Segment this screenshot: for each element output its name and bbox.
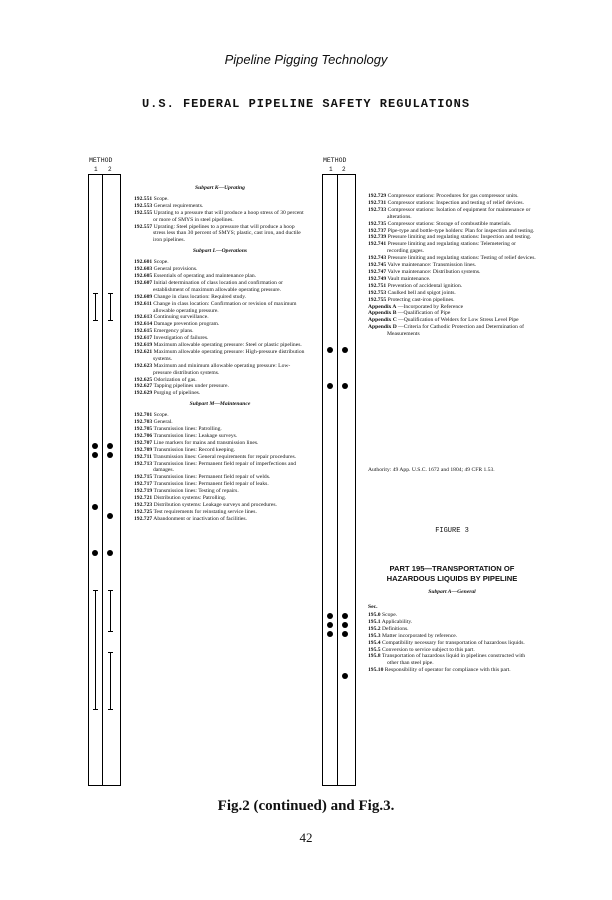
toc-entry bbox=[134, 203, 306, 210]
method-label-left: METHOD bbox=[89, 157, 113, 164]
section-title: Pressure limiting and regulating stations: Inspection and testing. bbox=[387, 234, 532, 241]
section-number: 192.553 bbox=[134, 202, 153, 209]
section-number: 192.627 bbox=[134, 383, 153, 390]
section-number: Appendix C bbox=[368, 317, 397, 324]
section-title: Transmission lines: Leakage surveys. bbox=[153, 432, 238, 439]
section-title: Transmission lines: Permanent field repair of welds. bbox=[153, 474, 271, 481]
figure-3-label: FIGURE 3 bbox=[435, 527, 469, 535]
section-number: 192.749 bbox=[368, 275, 387, 282]
toc-entry bbox=[134, 412, 306, 419]
toc-entry bbox=[134, 342, 306, 349]
section-title: Change in class location: Required study. bbox=[153, 293, 247, 300]
section-number: 192.733 bbox=[368, 206, 387, 213]
section-number: 192.611 bbox=[134, 300, 152, 307]
page-number: 42 bbox=[299, 830, 313, 845]
section-title: Vault maintenance. bbox=[387, 275, 431, 282]
section-number: 192.739 bbox=[368, 234, 387, 241]
section-title: Continuing surveillance. bbox=[153, 314, 209, 321]
figure-caption: Fig.2 (continued) and Fig.3. bbox=[217, 798, 395, 814]
part-195-entries bbox=[368, 612, 536, 674]
section-title: Damage prevention program. bbox=[153, 321, 220, 328]
toc-entry bbox=[134, 321, 306, 328]
section-title: Protecting cast-iron pipelines. bbox=[387, 296, 455, 303]
section-title: Conversion to service subject to this part. bbox=[382, 646, 475, 653]
section-title: Scope. bbox=[153, 195, 169, 202]
toc-entry bbox=[368, 626, 536, 633]
section-title: Scope. bbox=[153, 412, 169, 419]
section-number: 192.747 bbox=[368, 268, 387, 275]
section-number: 192.711 bbox=[134, 453, 152, 460]
section-number: 195.5 bbox=[368, 646, 381, 653]
method-dot bbox=[107, 513, 113, 519]
method-dot bbox=[342, 622, 348, 628]
section-number: 192.743 bbox=[368, 255, 387, 262]
toc-entry bbox=[368, 653, 536, 667]
section-number: 192.623 bbox=[134, 362, 153, 369]
method-col-2-right: 2 bbox=[342, 166, 346, 173]
method-dot bbox=[342, 347, 348, 353]
right-toc-column bbox=[368, 193, 536, 338]
toc-entry bbox=[368, 262, 536, 269]
section-title: Valve maintenance: Distribution systems. bbox=[387, 268, 481, 275]
method-dot bbox=[342, 631, 348, 637]
authority-note: Authority: 49 App. U.S.C. 1672 and 1804; 49 CFR 1.53. bbox=[368, 467, 495, 473]
section-title: —Incorporated by Reference bbox=[397, 303, 464, 310]
section-number: Appendix A bbox=[368, 303, 397, 310]
toc-entry bbox=[368, 269, 536, 276]
toc-entry bbox=[368, 290, 536, 297]
method-label-right: METHOD bbox=[323, 157, 347, 164]
section-title: Transmission lines: Permanent field repair of leaks. bbox=[153, 481, 269, 488]
section-number: Appendix B bbox=[368, 310, 397, 317]
section-number: 192.735 bbox=[368, 220, 387, 227]
section-title: Caulked bell and spigot joints. bbox=[387, 289, 456, 296]
section-title: Compressor stations: Inspection and testing of relief devices. bbox=[387, 199, 524, 206]
section-number: 192.741 bbox=[368, 241, 387, 248]
method-dot bbox=[327, 631, 333, 637]
section-number: 192.723 bbox=[134, 501, 153, 508]
toc-entry bbox=[134, 294, 306, 301]
section-title: Transmission lines: Record keeping. bbox=[153, 446, 236, 453]
section-title: Definitions. bbox=[382, 625, 409, 632]
section-number: 192.727 bbox=[134, 515, 153, 522]
toc-entry bbox=[368, 297, 536, 304]
toc-entry bbox=[134, 377, 306, 384]
section-number: 192.614 bbox=[134, 321, 153, 328]
toc-entry bbox=[134, 196, 306, 203]
section-title: Maximum and minimum allowable operating pressure: Low-pressure distribution systems. bbox=[153, 362, 291, 376]
section-title: Prevention of accidental ignition. bbox=[387, 282, 463, 289]
toc-entry bbox=[134, 426, 306, 433]
method-col-2-left: 2 bbox=[108, 166, 112, 173]
section-title: Pressure limiting and regulating stations: Telemetering or recording gages. bbox=[387, 241, 517, 255]
section-title: Odorization of gas. bbox=[153, 376, 197, 383]
toc-entry bbox=[368, 612, 536, 619]
toc-entry bbox=[134, 335, 306, 342]
running-head: Pipeline Pigging Technology bbox=[224, 52, 388, 67]
toc-entry bbox=[134, 433, 306, 440]
section-title: Investigation of failures. bbox=[153, 335, 209, 342]
section-number: 192.715 bbox=[134, 474, 153, 481]
section-title: Compatibility necessary for transportation of hazardous liquids. bbox=[382, 639, 525, 646]
section-number: 192.625 bbox=[134, 376, 153, 383]
section-title: General provisions. bbox=[153, 266, 198, 273]
toc-entry bbox=[368, 207, 536, 221]
toc-entry bbox=[134, 224, 306, 245]
method-dot bbox=[107, 443, 113, 449]
section-title: Transmission lines: General requirements for repair procedures. bbox=[153, 453, 297, 460]
section-number: 195.2 bbox=[368, 625, 381, 632]
section-number: 192.555 bbox=[134, 209, 153, 216]
method-dot bbox=[107, 550, 113, 556]
method-dot bbox=[342, 383, 348, 389]
section-title: Distribution systems: Leakage surveys and procedures. bbox=[153, 501, 277, 508]
toc-entry bbox=[368, 640, 536, 647]
section-number: 192.753 bbox=[368, 289, 387, 296]
toc-entry bbox=[368, 283, 536, 290]
toc-entry bbox=[134, 363, 306, 377]
section-number: 192.721 bbox=[134, 495, 153, 502]
toc-entry bbox=[368, 667, 536, 674]
toc-entry bbox=[134, 259, 306, 266]
section-number: 192.615 bbox=[134, 328, 153, 335]
section-number: 195.8 bbox=[368, 653, 381, 660]
toc-entry bbox=[134, 314, 306, 321]
subpart-heading: Subpart K—Uprating bbox=[195, 185, 245, 191]
section-number: 192.629 bbox=[134, 390, 153, 397]
toc-entry bbox=[134, 266, 306, 273]
section-title: Maximum allowable operating pressure: High-pressure distribution systems. bbox=[153, 348, 305, 362]
section-number: 195.0 bbox=[368, 612, 381, 618]
section-number: 192.731 bbox=[368, 199, 387, 206]
section-title: Uprating to a pressure that will produce a hoop stress of 30 percent or more of SMYS in steel pipelines. bbox=[153, 209, 304, 223]
toc-entry bbox=[368, 255, 536, 262]
section-number: 195.4 bbox=[368, 639, 381, 646]
section-title: Maximum allowable operating pressure: Steel or plastic pipelines. bbox=[153, 342, 302, 349]
section-number: 195.10 bbox=[368, 667, 384, 674]
method-dot bbox=[92, 550, 98, 556]
toc-entry bbox=[134, 516, 306, 523]
toc-entry bbox=[134, 495, 306, 502]
section-number: 192.701 bbox=[134, 412, 153, 419]
section-title: Applicability. bbox=[381, 618, 413, 625]
section-number: 192.719 bbox=[134, 488, 153, 495]
toc-entry bbox=[368, 234, 536, 241]
section-number: 192.706 bbox=[134, 432, 153, 439]
subpart-heading: Subpart M—Maintenance bbox=[189, 401, 251, 408]
toc-entry bbox=[134, 349, 306, 363]
subpart-heading: Subpart L—Operations bbox=[192, 248, 248, 255]
section-number: Appendix D bbox=[368, 324, 397, 331]
section-title: Transmission lines: Permanent field repair of imperfections and damages. bbox=[153, 460, 297, 474]
section-title: Scope. bbox=[382, 612, 398, 618]
section-number: 192.617 bbox=[134, 335, 153, 342]
toc-entry bbox=[368, 633, 536, 640]
method-dot bbox=[92, 452, 98, 458]
section-title: Uprating: Steel pipelines to a pressure that will produce a hoop stress less than 30 percent of SMYS; plastic, cast iron, and ductile iron pipelines. bbox=[153, 223, 301, 244]
section-title: Compressor stations: Procedures for gas compressor units. bbox=[387, 193, 519, 199]
toc-entry bbox=[134, 454, 306, 461]
toc-entry bbox=[368, 200, 536, 207]
section-number: 192.619 bbox=[134, 342, 153, 349]
section-number: 192.607 bbox=[134, 279, 153, 286]
section-number: 192.703 bbox=[134, 419, 153, 426]
section-title: Line markers for mains and transmission lines. bbox=[153, 439, 259, 446]
section-title: —Qualification of Pipe bbox=[397, 310, 451, 317]
section-number: 192.707 bbox=[134, 439, 153, 446]
toc-entry bbox=[134, 280, 306, 294]
section-number: 192.725 bbox=[134, 508, 153, 515]
section-title: Abandonment or inactivation of facilities. bbox=[153, 515, 247, 522]
toc-entry bbox=[134, 447, 306, 454]
section-title: Compressor stations: Storage of combustible materials. bbox=[387, 220, 512, 227]
section-title: Transmission lines: Patrolling. bbox=[153, 426, 222, 432]
section-title: Compressor stations: Isolation of equipment for maintenance or alterations. bbox=[387, 206, 531, 220]
section-title: Purging of pipelines. bbox=[153, 390, 201, 397]
toc-entry bbox=[368, 324, 536, 338]
section-number: 192.601 bbox=[134, 259, 153, 266]
section-number: 192.729 bbox=[368, 193, 387, 199]
part-195-title: PART 195—TRANSPORTATION OF HAZARDOUS LIQUIDS BY PIPELINE bbox=[386, 564, 518, 583]
section-title: Valve maintenance: Transmission lines. bbox=[387, 262, 477, 269]
toc-entry bbox=[134, 509, 306, 516]
part-195-subpart: Subpart A—General bbox=[428, 589, 476, 595]
section-number: 192.603 bbox=[134, 266, 153, 273]
section-number: 192.613 bbox=[134, 314, 153, 321]
toc-entry bbox=[368, 221, 536, 228]
method-dot bbox=[327, 383, 333, 389]
toc-entry bbox=[368, 241, 536, 255]
section-title: Matter incorporated by reference. bbox=[382, 632, 458, 639]
toc-entry bbox=[134, 440, 306, 447]
section-title: Initial determination of class location and confirmation or establishment of maximum allowable operating pressure. bbox=[153, 279, 283, 293]
section-title: Emergency plans. bbox=[153, 328, 194, 335]
method-col-1-right: 1 bbox=[329, 166, 333, 173]
section-title: General. bbox=[153, 419, 173, 426]
method-col-1-left: 1 bbox=[94, 166, 98, 173]
toc-entry bbox=[368, 193, 536, 200]
section-number: 192.755 bbox=[368, 296, 387, 303]
toc-entry bbox=[134, 210, 306, 224]
section-number: 192.557 bbox=[134, 223, 153, 230]
method-dot bbox=[92, 443, 98, 449]
method-dot bbox=[327, 622, 333, 628]
method-dot bbox=[327, 347, 333, 353]
section-title: Transportation of hazardous liquid in pipelines constructed with other than steel pipe. bbox=[381, 653, 526, 667]
section-number: 192.751 bbox=[368, 282, 387, 289]
section-number: 192.713 bbox=[134, 460, 153, 467]
toc-entry bbox=[134, 273, 306, 280]
section-title: Essentials of operating and maintenance plan. bbox=[153, 272, 257, 279]
section-title: General requirements. bbox=[153, 202, 204, 209]
section-number: 192.705 bbox=[134, 426, 153, 432]
toc-entry bbox=[368, 276, 536, 283]
toc-entry bbox=[134, 301, 306, 315]
toc-entry bbox=[134, 461, 306, 475]
section-title: Test requirements for reinstating service lines. bbox=[153, 508, 257, 515]
section-title: Scope. bbox=[153, 259, 169, 266]
left-toc-column bbox=[134, 181, 306, 523]
section-number: 192.621 bbox=[134, 348, 153, 355]
section-number: 192.551 bbox=[134, 195, 153, 202]
method-dot bbox=[107, 452, 113, 458]
section-title: Change in class location: Confirmation or revision of maximum allowable operating pressure. bbox=[153, 300, 297, 314]
toc-entry bbox=[368, 228, 536, 235]
section-title: Pipe-type and bottle-type holders: Plan for inspection and testing. bbox=[387, 227, 535, 234]
section-title: Tapping pipelines under pressure. bbox=[153, 383, 229, 390]
toc-entry bbox=[134, 502, 306, 509]
section-number: 192.745 bbox=[368, 262, 387, 269]
section-title: —Criteria for Cathodic Protection and Determination of Measurements bbox=[387, 324, 524, 338]
method-dot bbox=[92, 504, 98, 510]
section-title: Responsibility of operator for compliance with this part. bbox=[384, 667, 511, 674]
section-title: Distribution systems: Patrolling. bbox=[153, 495, 227, 502]
method-dot bbox=[327, 613, 333, 619]
sec-label: Sec. bbox=[368, 604, 378, 610]
section-number: 192.609 bbox=[134, 293, 153, 300]
section-number: 192.605 bbox=[134, 272, 153, 279]
section-number: 192.717 bbox=[134, 481, 153, 488]
toc-entry bbox=[134, 419, 306, 426]
section-number: 195.1 bbox=[368, 618, 381, 625]
toc-entry bbox=[368, 619, 536, 626]
section-title: —Qualification of Welders for Low Stress Level Pipe bbox=[398, 317, 519, 324]
section-title: Pressure limiting and regulating stations: Testing of relief devices. bbox=[387, 255, 536, 262]
method-dot bbox=[342, 673, 348, 679]
section-number: 192.709 bbox=[134, 446, 153, 453]
section-title: Transmission lines: Testing of repairs. bbox=[153, 488, 239, 495]
section-number: 192.737 bbox=[368, 227, 387, 234]
method-dot bbox=[342, 613, 348, 619]
section-number: 195.3 bbox=[368, 632, 381, 639]
toc-entry bbox=[134, 390, 306, 397]
toc-entry bbox=[134, 488, 306, 495]
page-title: U.S. FEDERAL PIPELINE SAFETY REGULATIONS bbox=[141, 97, 471, 111]
